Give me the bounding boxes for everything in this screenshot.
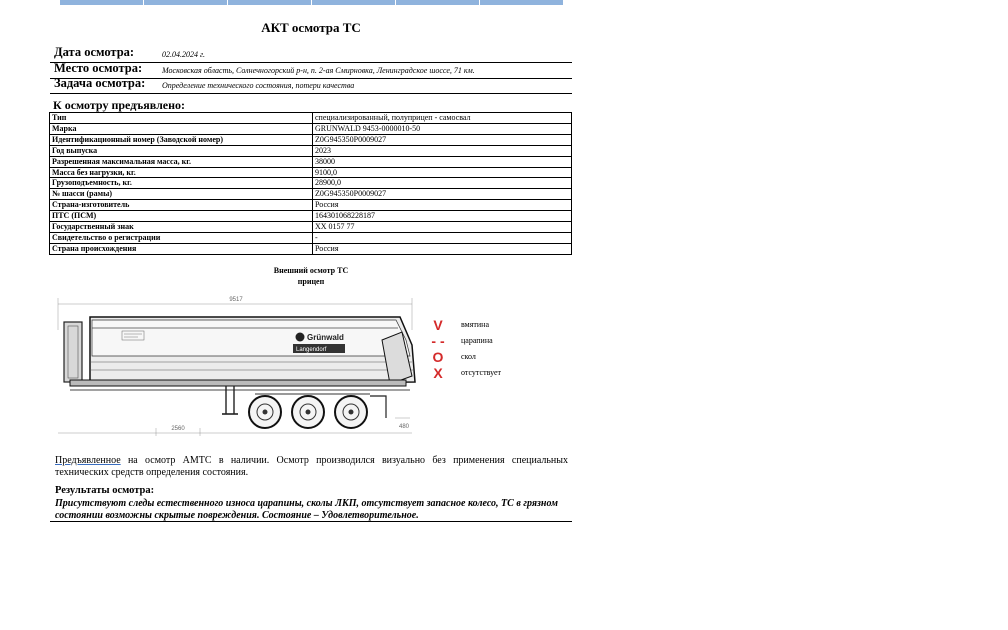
external-inspection-subtitle: прицеп <box>297 277 325 286</box>
spec-row <box>50 222 572 233</box>
spec-label: Год выпуска <box>50 145 313 156</box>
trailer-drawing <box>50 290 420 440</box>
spec-label: Масса без нагрузки, кг. <box>50 167 313 178</box>
spec-label: Идентификационный номер (Заводской номер) <box>50 134 313 145</box>
spec-value: 28900,0 <box>313 178 572 189</box>
spec-label: Страна происхождения <box>50 243 313 254</box>
spec-row <box>50 189 572 200</box>
chip-symbol: O <box>432 349 444 365</box>
spec-value: специализированный, полуприцеп - самосвал <box>313 113 572 124</box>
note-text: на осмотр АМТС в наличии. Осмотр производился визуально без применения специальных технических средств определения состояния. <box>55 455 568 478</box>
document-title: АКТ осмотра ТС <box>261 20 361 35</box>
inspection-task-row <box>50 77 572 94</box>
spec-row <box>50 145 572 156</box>
spec-value: - <box>313 232 572 243</box>
spec-label: Государственный знак <box>50 222 313 233</box>
dent-label: вмятина <box>461 320 489 329</box>
dimension-overall: 9517 <box>229 297 243 303</box>
drawing-brand-text: Grünwald <box>307 333 344 342</box>
date-value: 02.04.2024 г. <box>162 50 206 59</box>
spec-label: Грузоподъемность, кг. <box>50 178 313 189</box>
dimension-axle: 2560 <box>171 426 185 432</box>
results-text: Присутствуют следы естественного износа царапины, сколы ЛКП, отсутствует запасное колесо, ТС в грязном состоянии возможны скрытые повреждения. Состояние – Удовлетворительное. <box>55 498 558 521</box>
spec-label: Свидетельство о регистрации <box>50 232 313 243</box>
spec-row <box>50 167 572 178</box>
spec-label: № шасси (рамы) <box>50 189 313 200</box>
spec-row <box>50 243 572 254</box>
spec-row <box>50 232 572 243</box>
place-value: Московская область, Солнечногорский р-н, п. 2-ая Смирновка, Ленинградское шоссе, 71 км. <box>162 66 475 75</box>
spec-row <box>50 113 572 124</box>
top-toolbar-strip <box>60 0 564 5</box>
spec-value: 38000 <box>313 156 572 167</box>
spec-value: 9100,0 <box>313 167 572 178</box>
presented-heading: К осмотру предъявлено: <box>53 98 186 112</box>
spec-value: 2023 <box>313 145 572 156</box>
spec-row <box>50 134 572 145</box>
external-inspection-title: Внешний осмотр ТС <box>273 266 349 275</box>
note-first-word: Предъявленное <box>55 455 121 466</box>
spec-value: Z0G945350P0009027 <box>313 134 572 145</box>
date-label: Дата осмотра: <box>54 45 135 59</box>
spec-label: ПТС (ПСМ) <box>50 211 313 222</box>
task-label: Задача осмотра: <box>54 76 146 90</box>
spec-label: Страна-изготовитель <box>50 200 313 211</box>
scratch-symbol: - - <box>431 333 445 349</box>
toolbar-segment <box>480 0 564 5</box>
toolbar-segment <box>396 0 480 5</box>
toolbar-segment <box>228 0 312 5</box>
scratch-label: царапина <box>461 336 493 345</box>
spec-value: 164301068228187 <box>313 211 572 222</box>
vehicle-spec-table <box>49 112 572 255</box>
spec-row <box>50 123 572 134</box>
chip-label: скол <box>461 352 476 361</box>
toolbar-segment <box>60 0 144 5</box>
spec-row <box>50 211 572 222</box>
missing-symbol: X <box>433 365 443 381</box>
spec-value: Россия <box>313 200 572 211</box>
spec-row <box>50 156 572 167</box>
place-label: Место осмотра: <box>54 61 143 75</box>
spec-value: ХХ 0157 77 <box>313 222 572 233</box>
spec-value: Россия <box>313 243 572 254</box>
results-title: Результаты осмотра: <box>55 485 155 496</box>
dent-symbol: V <box>433 317 443 333</box>
spec-label: Тип <box>50 113 313 124</box>
spec-label: Марка <box>50 123 313 134</box>
task-value: Определение технического состояния, потери качества <box>162 81 355 90</box>
spec-row <box>50 178 572 189</box>
missing-label: отсутствует <box>461 368 502 377</box>
spec-value: Z0G945350P0009027 <box>313 189 572 200</box>
inspection-note <box>55 455 568 479</box>
bottom-rule <box>50 521 572 522</box>
spec-label: Разрешенная максимальная масса, кг. <box>50 156 313 167</box>
spec-row <box>50 200 572 211</box>
dimension-rear: 480 <box>398 424 410 430</box>
toolbar-segment <box>312 0 396 5</box>
spec-value: GRUNWALD 9453-0000010-50 <box>313 123 572 134</box>
drawing-maker-text: Langendorf <box>296 347 327 353</box>
toolbar-segment <box>144 0 228 5</box>
